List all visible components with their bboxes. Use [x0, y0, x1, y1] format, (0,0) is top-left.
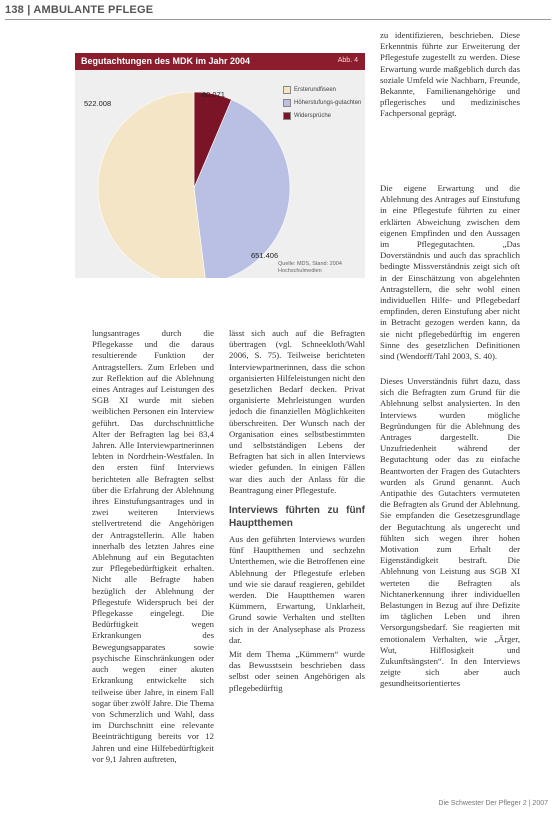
figure-title: Begutachtungen des MDK im Jahr 2004: [81, 56, 251, 66]
paragraph: Die eigene Erwartung und die Ablehnung des Antrages auf Einstufung in eine Pflegestufe führten zu einer erklärten Abweichung zwischen dem eigenen Empfinden und den Aussagen im Pflegegutachten. „Das Doverständnis und auch das sprachlich bedingte Missverständnis zeigt sich oft in der Einschätzung von abgelehnten Antragstellern, die sehr wohl einen individuellen Hilfe- und Pflegebedarf empfinden, deren Einstufung aber nicht in Betracht gezogen werden kann, da sie nicht pflegebedürftig im engeren Sinne des gesetzlichen Definitionen sind (Wendorff/Tahl 2003, S. 40).: [380, 183, 520, 362]
page-header: 138 | AMBULANTE PFLEGE: [5, 4, 154, 16]
text-column-right-middle: [380, 183, 520, 372]
legend-item: [283, 112, 363, 120]
text-column-middle: [229, 328, 365, 800]
paragraph: lässt sich auch auf die Befragten übertragen (vgl. Schneekloth/Wahl 2006, S. 75). Teilweise berichteten Interviewpartnerinnen, dass die schon organisierten Hilfeleistungen nicht den gesetzlichen Bedarf decken. Privat organisierte Mehrleistungen wurden jedoch die finanziellen Möglichkeiten überschreiten. Der Wunsch nach der Organisation eines selbstbestimmten und selbstständigen Lebens der Befragten hat sich in allen Interviews wieder gefunden. In einigen Fällen war dies auch der Anlass für die Beantragung einer Pflegestufe.: [229, 328, 365, 495]
legend-item: [283, 99, 363, 107]
legend-label: Widersprüche: [294, 113, 332, 119]
text-column-right-top: [380, 30, 520, 176]
figure-source: Quelle: MDS, Stand: 2004 Hochschulmedien: [278, 261, 342, 274]
figure-box: [75, 53, 365, 278]
pie-label-hoeherstufung: 522.008: [84, 99, 112, 108]
text-column-left: [92, 328, 214, 800]
legend-label: Ersterundfiseen: [294, 87, 337, 93]
chart-legend: [283, 86, 363, 125]
paragraph: lungsantrages durch die Pflegekasse und die daraus resultierende Funktion der Antragstellers. Zum Erleben und zur Reflektion auf die Ablehnung eines Antrages auf Leistungen des SGB XI wurde mit sieben weiblichen Personen ein Interview geführt. Das durchschnittliche Alter der Befragten lag bei 83,4 Jahren. Alle Interviewpartnerinnen lebten in Nordrhein-Westfalen. In den ersten fünf Interviews berichteten alle Befragten selbst über die Erfahrung der Ablehnung ihres Einstufungsantrages und in zwei weiteren Interviews stellvertretend die Angehörigen der Antragstellerin. Alle haben innerhalb des letzten Jahres eine Ablehnung auf ein Begutachten zur Pflegebedürftigkeit erhalten. Nicht alle Befragte haben bezüglich der Ablehnung der Pflegestufe Widerspruch bei der Pflegekasse eingelegt. Die Bedürftigkeit wegen Erkrankungen des Bewegungsapparates sowie psychische Einschränkungen oder auch wegen einer akuten Erkrankung entwickelte sich teilweise über Jahre, in einem Fall sogar über zwölf Jahre. Die Thema von Schmerzlich und Wahl, dass im Durchschnitt eine relevante Beeinträchtigung bereits vor 12 Jahren und eine Hilfebedürftigkeit vor 9,1 Jahren auftreten,: [92, 328, 214, 764]
figure-title-bar: [75, 53, 365, 70]
legend-label: Höherstufungs-gutachten: [294, 100, 362, 106]
pie-label-erstgutachten: 651.406: [251, 251, 279, 260]
paragraph: Dieses Unverständnis führt dazu, dass sich die Befragten zum Grund für die Ablehnung selbst analysierten. In den Interviews wurden mögliche Begründungen für die Ablehnung des Antrages dargestellt. Die Unzufriedenheit während der Begutachtung oder das zu einfache Beantworten der Fragen des Gutachters wurden als Grund genannt. Auch Antipathie des Gutachters vermuteten die Befragten als Grund der Ablehnung. Sie empfanden die Gesetzesgrundlage der Begutachtung als ungerecht und fühlten sich wegen ihrer hohen Motivation zum Erhalt der Eigenständigkeit bestraft. Die Ablehnung von Leistung aus SGB XI werteten die Befragten als Nichtanerkennung ihrer individuellen Belastungen in Bezug auf ihre Defizite im täglichen Leben und ihren Versorgungsbedarf. Sie reagierten mit emotionalem Verhalten, wie „Ärger, Wut, Hilflosigkeit und Zukunftsängsten“. In den Interviews zeigte sich aber auch gesundheitsorientiertes: [380, 376, 520, 689]
legend-item: [283, 86, 363, 94]
header-rule: [5, 19, 551, 20]
text-column-right-bottom: [380, 376, 520, 800]
legend-swatch: [283, 112, 291, 120]
figure-number: Abb. 4: [337, 57, 358, 64]
paragraph: Aus den geführten Interviews wurden fünf Hauptthemen und sechzehn Unterthemen, wie die Betroffenen eine Ablehnung der Pflegestufe erleben und wie sie darauf reagieren, gebildet werden. Die Hauptthemen waren Kümmern, Erwartung, Unklarheit, Grund sowie Verhalten und stellten sich in der Analysephase als Prozess dar.: [229, 534, 365, 645]
pie-slice-erstgutachten: [98, 92, 206, 278]
legend-swatch: [283, 99, 291, 107]
page-footer: Die Schwester Der Pfleger 2 | 2007: [438, 800, 548, 807]
section-subheading: Interviews führten zu fünf Hauptthemen: [229, 505, 365, 530]
paragraph: Mit dem Thema „Kümmern“ wurde das Bewusstsein beschrieben dass selbst oder seinen Angehörigen als pflegebedürftig: [229, 649, 365, 693]
paragraph: zu identifizieren, beschrieben. Diese Erkenntnis führte zur Erweiterung der Pflegestufe zugestellt zu werden. Diese Erwartung wurde maßgeblich durch das soziale Umfeld wie Nachbarn, Freunde, Bekannte, Familienangehörige und pflegerisches und medizinisches Fachpersonal geprägt.: [380, 30, 520, 119]
pie-label-widersprueche: 80.071: [202, 90, 225, 99]
legend-swatch: [283, 86, 291, 94]
